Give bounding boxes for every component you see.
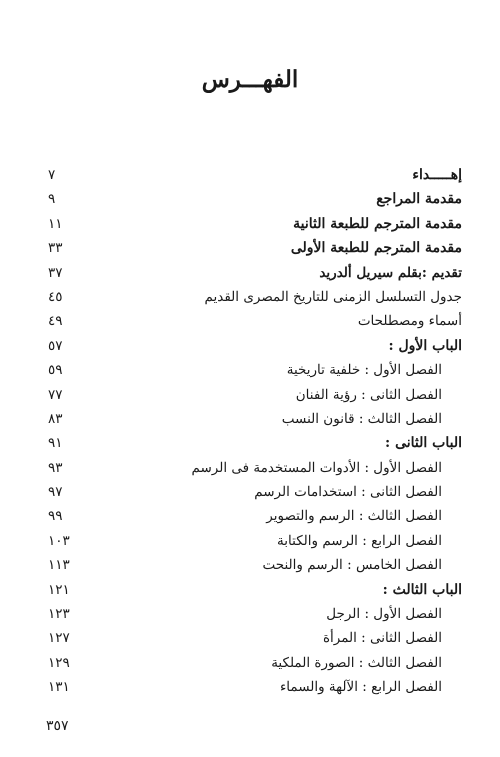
toc-entry-label: مقدمة المترجم للطبعة الأولى: [290, 240, 462, 257]
toc-entry-chapter: [48, 651, 462, 675]
toc-entry-page-number: ٧: [48, 167, 56, 183]
toc-entry-page-number: ١٢٧: [48, 630, 70, 647]
toc-entry-label: الفصل الأول : الرجل: [326, 606, 442, 623]
toc-entry-chapter: [48, 456, 462, 480]
toc-entry-part-two: [48, 431, 462, 455]
toc-entry-label: جدول التسلسل الزمنى للتاريخ المصرى القديم: [204, 288, 462, 305]
toc-entry-page-number: ٥٩: [48, 362, 63, 379]
toc-entry-page-number: ١٣١: [48, 679, 70, 696]
toc-entry-chapter: [48, 602, 462, 626]
toc-entry-chapter: [48, 480, 462, 504]
toc-entry-page-number: ١٢٩: [48, 654, 70, 671]
toc-entry-page-number: ٤٩: [48, 313, 63, 330]
toc-entry-label: مقدمة المراجع: [376, 191, 462, 208]
toc-entry-chapter: [48, 358, 462, 382]
page-title: الفهـــرس: [201, 66, 299, 93]
toc-entry-part-one: [48, 334, 462, 358]
toc-entry-page-number: ١٢٣: [48, 606, 70, 623]
toc-entry-label: الباب الثالث :: [382, 581, 462, 598]
toc-entry-page-number: ٩٩: [48, 508, 63, 525]
toc-entry-page-number: ٨٣: [48, 410, 63, 427]
toc-entry-label: الفصل الأول : خلفية تاريخية: [286, 362, 442, 379]
toc-entry-page-number: ٤٥: [48, 288, 63, 305]
toc-entry-label: الفصل الأول : الأدوات المستخدمة فى الرسم: [191, 459, 442, 476]
toc-entry-label: الفصل الخامس : الرسم والنحت: [262, 557, 442, 574]
toc-entry-chapter: [48, 383, 462, 407]
toc-entry-chapter: [48, 553, 462, 577]
toc-entry-foreword: [48, 261, 462, 285]
toc-entry-label: إهـــــداء: [412, 167, 462, 183]
table-of-contents: [48, 163, 462, 700]
toc-entry-label: الباب الأول :: [388, 337, 462, 354]
toc-entry-page-number: ٩: [48, 191, 56, 208]
page-number: ٣٥٧: [46, 718, 69, 734]
toc-entry-label: الفصل الثالث : الرسم والتصوير: [266, 508, 442, 525]
toc-entry-label: الفصل الثالث : الصورة الملكية: [271, 654, 442, 671]
toc-entry-page-number: ٩١: [48, 435, 63, 452]
toc-entry-page-number: ٥٧: [48, 337, 63, 354]
toc-entry-translator-preface-first: [48, 236, 462, 260]
toc-entry-page-number: ١١٣: [48, 557, 70, 574]
toc-entry-page-number: ١١: [48, 215, 63, 232]
toc-entry-page-number: ٧٧: [48, 386, 63, 403]
toc-entry-editor-preface: [48, 187, 462, 211]
toc-entry-label: الباب الثانى :: [385, 435, 462, 452]
toc-entry-dedication: [48, 163, 462, 187]
toc-entry-chronology: [48, 285, 462, 309]
toc-entry-part-three: [48, 578, 462, 602]
toc-entry-label: أسماء ومصطلحات: [357, 313, 462, 330]
toc-entry-label: الفصل الرابع : الآلهة والسماء: [279, 679, 442, 696]
toc-entry-page-number: ١٢١: [48, 581, 70, 598]
toc-entry-label: الفصل الثانى : استخدامات الرسم: [254, 484, 442, 501]
toc-entry-page-number: ٩٧: [48, 484, 63, 501]
toc-entry-page-number: ٩٣: [48, 459, 63, 476]
toc-entry-names-terms: [48, 309, 462, 333]
toc-entry-page-number: ١٠٣: [48, 532, 70, 549]
toc-entry-page-number: ٣٧: [48, 264, 63, 281]
toc-entry-chapter: [48, 529, 462, 553]
toc-entry-chapter: [48, 504, 462, 528]
toc-entry-label: الفصل الثالث : قانون النسب: [281, 410, 442, 427]
toc-entry-label: الفصل الثانى : رؤية الفنان: [295, 386, 442, 403]
toc-entry-translator-preface-second: [48, 212, 462, 236]
toc-entry-chapter: [48, 626, 462, 650]
toc-entry-label: تقديم :بقلم سيريل ألدريد: [319, 264, 462, 281]
toc-entry-label: الفصل الثانى : المرأة: [322, 630, 442, 647]
toc-entry-chapter: [48, 407, 462, 431]
toc-entry-label: مقدمة المترجم للطبعة الثانية: [293, 215, 462, 232]
toc-entry-page-number: ٣٣: [48, 240, 63, 257]
toc-entry-label: الفصل الرابع : الرسم والكتابة: [277, 532, 442, 549]
toc-entry-chapter: [48, 675, 462, 699]
